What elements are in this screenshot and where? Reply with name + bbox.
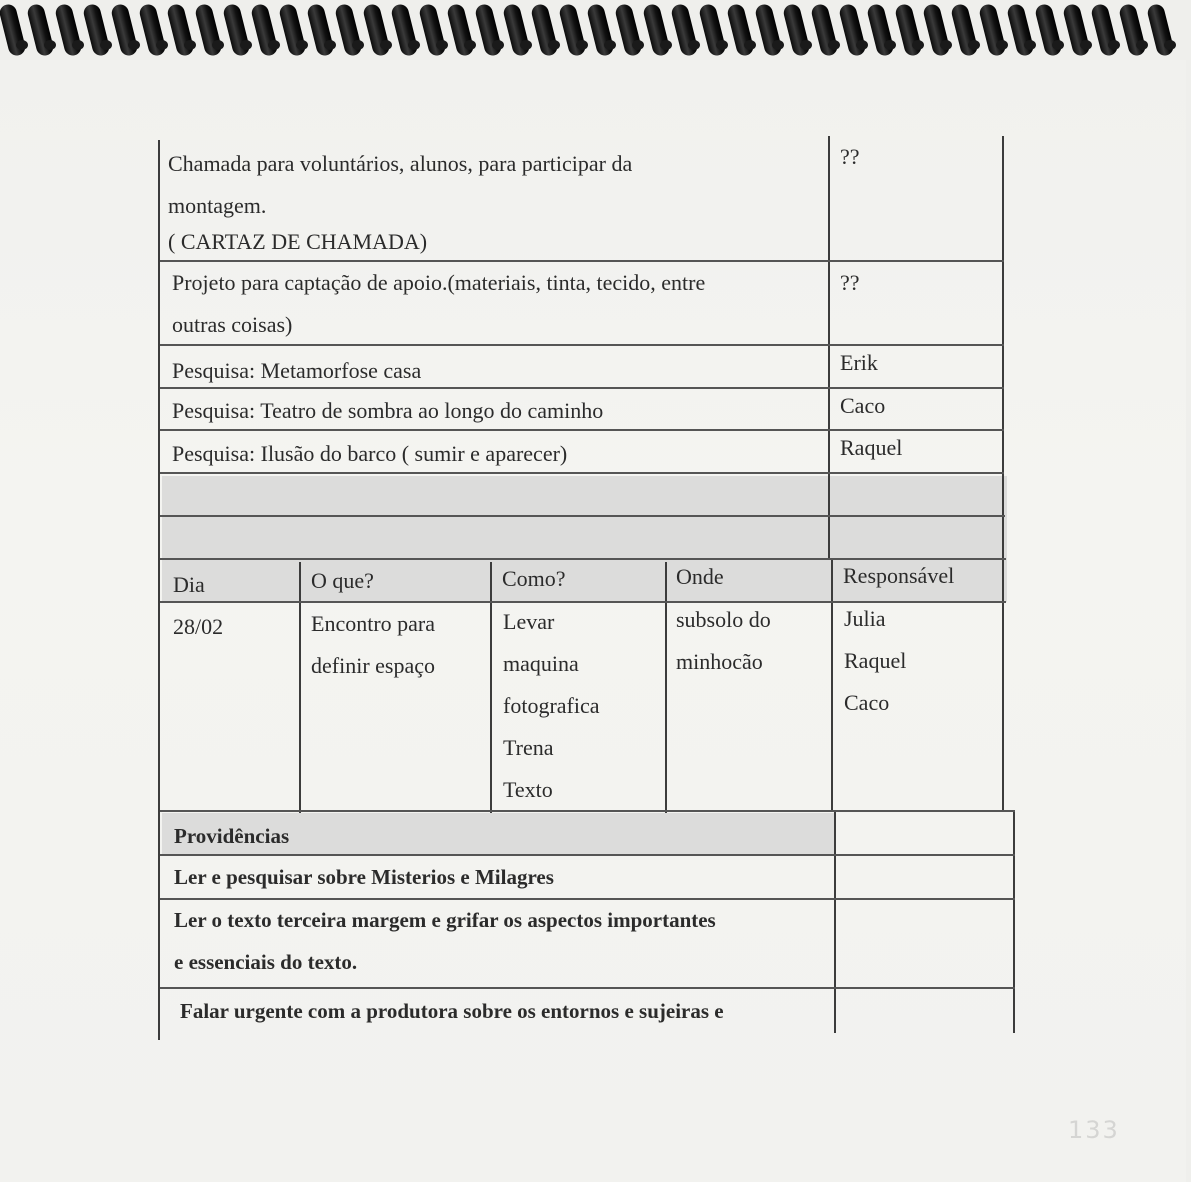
resp-cell: Raquel	[840, 435, 903, 460]
task-cell: Pesquisa: Ilusão do barco ( sumir e aparecer)	[172, 441, 568, 466]
punch-hole	[436, 40, 448, 50]
punch-hole	[156, 40, 168, 50]
punch-hole	[716, 40, 728, 50]
punch-hole	[44, 40, 56, 50]
como-line: Trena	[503, 735, 554, 760]
punch-hole	[912, 40, 924, 50]
resp-column-divider-sched	[831, 560, 833, 810]
punch-hole	[380, 40, 392, 50]
punch-hole	[604, 40, 616, 50]
header-responsavel: Responsável	[843, 563, 955, 588]
punch-hole	[324, 40, 336, 50]
task-line: montagem.	[168, 193, 267, 218]
sched-como	[503, 601, 600, 811]
row-line	[160, 515, 1005, 517]
punch-hole	[548, 40, 560, 50]
punch-hole	[16, 40, 28, 50]
task-cell	[172, 262, 822, 346]
punch-hole	[128, 40, 140, 50]
punch-hole	[884, 40, 896, 50]
punch-hole	[296, 40, 308, 50]
header-onde: Onde	[676, 564, 724, 589]
punch-hole	[268, 40, 280, 50]
task-line: Projeto para captação de apoio.(materiais, tinta, tecido, entre	[172, 270, 706, 295]
como-line: Levar	[503, 609, 555, 634]
oque-line: Encontro para	[311, 611, 435, 636]
punch-hole	[464, 40, 476, 50]
punch-hole	[660, 40, 672, 50]
providencia-item	[174, 899, 716, 983]
col-divider-3	[665, 562, 667, 813]
sched-dia: 28/02	[173, 614, 224, 639]
resp-line: Julia	[844, 606, 886, 631]
punch-hole	[1108, 40, 1120, 50]
resp-cell: ??	[840, 270, 860, 295]
punch-hole	[72, 40, 84, 50]
sched-oque	[311, 603, 435, 687]
task-line: outras coisas)	[172, 312, 293, 337]
punch-hole	[688, 40, 700, 50]
header-como: Como?	[502, 566, 566, 591]
col-divider-1	[299, 562, 301, 813]
punch-hole	[1080, 40, 1092, 50]
punch-hole	[1052, 40, 1064, 50]
empty-rows-shade	[162, 476, 1007, 560]
punch-hole	[856, 40, 868, 50]
task-cell: Pesquisa: Teatro de sombra ao longo do caminho	[172, 398, 604, 423]
punch-hole	[212, 40, 224, 50]
providencia-item: Ler e pesquisar sobre Misterios e Milagres	[174, 865, 554, 889]
providencia-line: e essenciais do texto.	[174, 950, 358, 974]
sched-onde	[676, 599, 771, 683]
resp-cell: Caco	[840, 393, 886, 418]
onde-line: minhocão	[676, 649, 763, 674]
punch-hole	[352, 40, 364, 50]
resp-cell: Erik	[840, 350, 878, 375]
row-line	[160, 987, 1015, 989]
oque-line: definir espaço	[311, 653, 435, 678]
como-line: fotografica	[503, 693, 600, 718]
como-line: maquina	[503, 651, 579, 676]
punch-hole	[1136, 40, 1148, 50]
punch-hole	[940, 40, 952, 50]
punch-hole	[996, 40, 1008, 50]
punch-hole	[828, 40, 840, 50]
providencia-item: Falar urgente com a produtora sobre os entornos e sujeiras e	[180, 999, 724, 1023]
resp-column-divider-top	[828, 136, 830, 560]
punch-hole	[184, 40, 196, 50]
header-dia: Dia	[173, 572, 205, 597]
punch-hole	[1024, 40, 1036, 50]
col-divider-2	[490, 562, 492, 813]
spiral-binding	[0, 0, 1191, 62]
punch-hole	[408, 40, 420, 50]
table-right-border-bottom	[1013, 811, 1015, 1033]
punch-hole	[744, 40, 756, 50]
punch-hole	[632, 40, 644, 50]
onde-line: subsolo do	[676, 607, 771, 632]
table-left-border	[158, 140, 160, 1040]
resp-line: Raquel	[844, 648, 907, 673]
resp-cell: ??	[840, 144, 860, 169]
punch-hole	[576, 40, 588, 50]
como-line: Texto	[503, 777, 553, 802]
task-cell: Pesquisa: Metamorfose casa	[172, 358, 422, 383]
punch-hole	[240, 40, 252, 50]
header-oque: O que?	[311, 568, 374, 593]
providencias-header: Providências	[174, 824, 290, 848]
sched-resp	[844, 598, 906, 724]
punch-hole	[968, 40, 980, 50]
punch-hole	[772, 40, 784, 50]
providencia-line: Ler o texto terceira margem e grifar os aspectos importantes	[174, 908, 716, 932]
task-line: Chamada para voluntários, alunos, para participar da	[168, 151, 633, 176]
task-line: ( CARTAZ DE CHAMADA)	[168, 229, 428, 254]
task-cell	[168, 143, 818, 257]
page-number: 133	[1068, 1116, 1120, 1144]
punch-hole	[520, 40, 532, 50]
punch-hole	[1164, 40, 1176, 50]
punch-hole	[492, 40, 504, 50]
resp-line: Caco	[844, 690, 890, 715]
punch-hole	[800, 40, 812, 50]
resp-column-divider-bottom	[834, 811, 836, 1033]
punch-hole	[100, 40, 112, 50]
